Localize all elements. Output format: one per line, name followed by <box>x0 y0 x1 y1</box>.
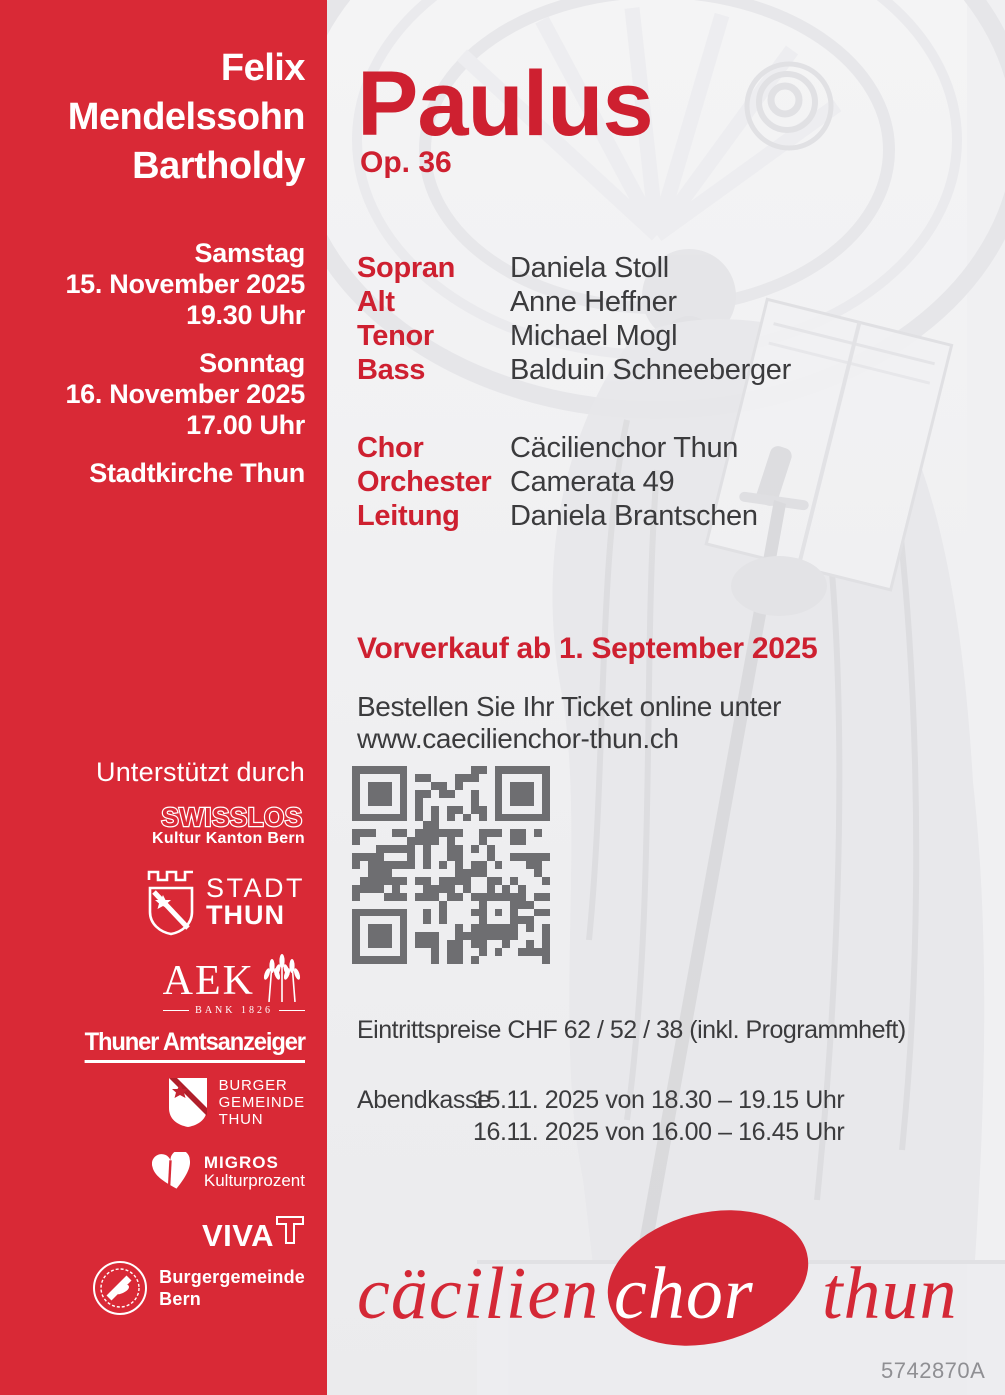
migros-heart-icon <box>152 1152 194 1192</box>
work-title: Paulus <box>357 53 653 155</box>
sponsor-burgergemeinde-thun-logo <box>167 1076 305 1128</box>
swisslos-wordmark-icon <box>159 802 305 832</box>
amtsanzeiger-wordmark: Thuner Amtsanzeiger <box>85 1028 305 1063</box>
cast-row <box>357 319 917 353</box>
aek-wordmark: AEK <box>162 958 255 1004</box>
ticket-prices: Eintrittspreise CHF 62 / 52 / 38 (inkl. Programmheft) <box>357 1016 906 1044</box>
swisslos-subline: Kultur Kanton Bern <box>152 830 305 847</box>
choir-logo-part3: thun <box>822 1253 958 1335</box>
sponsors-heading: Unterstützt durch <box>96 757 305 787</box>
cast-row <box>357 285 917 319</box>
cast-row <box>357 353 917 387</box>
composer-line: Mendelssohn <box>67 96 305 138</box>
order-line: Bestellen Sie Ihr Ticket online unter <box>357 691 782 722</box>
event-sunday <box>5 348 305 441</box>
sponsor-stadt-thun-logo <box>146 868 305 936</box>
migros-subline: Kulturprozent <box>203 1171 305 1190</box>
qr-code <box>352 766 550 964</box>
migros-wordmark: MIGROS <box>203 1153 279 1172</box>
svg-text:SWISSLOS: SWISSLOS <box>161 802 303 832</box>
stadt-thun-line2: THUN <box>206 900 285 930</box>
event-date: 16. November 2025 <box>65 379 305 409</box>
burgergemeinde-bern-seal-icon <box>91 1258 149 1318</box>
role-label: Chor <box>357 432 424 464</box>
print-code: 5742870A <box>881 1358 986 1383</box>
box-office-time: 15.11. 2025 von 18.30 – 19.15 Uhr <box>473 1086 845 1114</box>
sponsor-migros-logo <box>152 1152 305 1192</box>
event-saturday <box>5 238 305 331</box>
performer-name: Daniela Stoll <box>510 252 669 284</box>
aek-bank-line: BANK 1826 <box>163 1005 305 1016</box>
composer-line: Bartholdy <box>132 145 305 187</box>
sponsor-swisslos-logo <box>152 802 305 848</box>
thun-shield-icon <box>146 868 196 936</box>
burgergemeinde-bern-line1: Burgergemeinde <box>159 1267 305 1287</box>
role-label: Alt <box>357 286 395 318</box>
cast-row <box>357 431 917 465</box>
burgergemeinde-thun-line1: BURGER <box>218 1076 288 1094</box>
composer-name <box>5 44 305 191</box>
stadt-thun-line1: STADT <box>206 873 305 903</box>
role-label: Orchester <box>357 466 492 498</box>
presale-notice: Vorverkauf ab 1. September 2025 <box>357 632 818 665</box>
burgergemeinde-thun-line3: THUN <box>218 1110 264 1128</box>
event-date: 15. November 2025 <box>65 269 305 299</box>
box-office-label: Abendkasse <box>357 1086 491 1114</box>
burgergemeinde-thun-shield-icon <box>167 1076 209 1128</box>
event-day: Samstag <box>194 238 305 268</box>
choir-logo <box>357 1252 958 1337</box>
composer-line: Felix <box>220 47 305 89</box>
aek-wheat-icon <box>259 954 305 1002</box>
cast-row <box>357 251 917 285</box>
event-day: Sonntag <box>199 348 305 378</box>
box-office-time: 16.11. 2025 von 16.00 – 16.45 Uhr <box>473 1118 845 1146</box>
cast-row <box>357 465 917 499</box>
sponsor-aek-logo <box>163 954 305 1016</box>
box-office-info <box>357 1084 844 1148</box>
sponsor-burgergemeinde-bern-logo <box>91 1258 305 1318</box>
role-label: Sopran <box>357 252 456 284</box>
sponsor-vivat-logo <box>202 1214 305 1254</box>
performer-name: Anne Heffner <box>510 286 677 318</box>
role-label: Bass <box>357 354 426 386</box>
burgergemeinde-bern-line2: Bern <box>159 1289 201 1309</box>
cast-row <box>357 499 917 533</box>
website-url: www.caecilienchor-thun.ch <box>357 723 679 754</box>
ensemble-name: Daniela Brantschen <box>510 500 758 532</box>
vivat-wordmark: VIVA <box>201 1218 274 1253</box>
sponsor-thuner-amtsanzeiger-logo <box>73 1028 305 1063</box>
choir-logo-part2: chor <box>614 1253 754 1335</box>
burgergemeinde-thun-line2: GEMEINDE <box>218 1093 305 1111</box>
role-label: Leitung <box>357 500 460 532</box>
sidebar <box>0 0 327 1395</box>
order-info <box>357 691 781 755</box>
soloists-list <box>357 251 917 387</box>
performer-name: Michael Mogl <box>510 320 678 352</box>
opus-number: Op. 36 <box>360 146 452 179</box>
ensemble-name: Cäcilienchor Thun <box>510 432 739 464</box>
choir-logo-part1: cäcilien <box>357 1253 600 1335</box>
event-time: 19.30 Uhr <box>186 300 305 330</box>
ensembles-list <box>357 431 917 533</box>
performer-name: Balduin Schneeberger <box>510 354 791 386</box>
venue: Stadtkirche Thun <box>89 458 305 488</box>
ensemble-name: Camerata 49 <box>510 466 675 498</box>
role-label: Tenor <box>357 320 434 352</box>
event-time: 17.00 Uhr <box>186 410 305 440</box>
vivat-outline-t-icon <box>275 1214 305 1246</box>
